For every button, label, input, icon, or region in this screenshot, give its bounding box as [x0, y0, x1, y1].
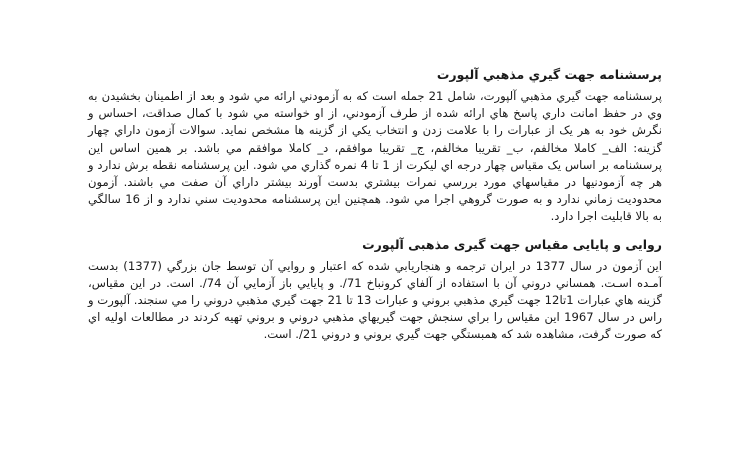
section-validity-reliability	[88, 236, 662, 344]
section-questionnaire-description	[88, 66, 662, 226]
section-heading: روایی و پایایی مقیاس جهت گیری مذهبی آلپورت	[362, 236, 662, 252]
section-paragraph: پرسشنامه جهت گيري مذهبي آلپورت، شامل 21 جمله است كه به آزمودني ارائه مي شود و بعد از اطمينان بخشيدن به وي در حفظ امانت داري پاسخ هاي ارائه شده از طرف آزمودني، از او خواسته مي شود با كمال صداقت، احساس و نگرش خود به هر يک از عبارات را با علامت زدن و انتخاب يكي از گزينه ها مشخص نمايد. سوالات آزمون داراي چهار گزينه: الف_ كاملا مخالفم، ب_ تقريبا مخالفم، ج_ تقريبا موافقم، د_ كاملا موافقم مي باشد. بر همين اساس اين پرسشنامه بر اساس يک مقياس چهار درجه اي ليكرت از 1 تا 4 نمره گذاري مي شود. اين پرسشنامه نقطه برش ندارد و هر چه آزمودنيها در مقياسهاي مورد بررسي نمرات بيشتري بدست آورند بيشتر داراي آن صفت مي باشند. آزمون محدوديت زماني ندارد و به صورت گروهي اجرا مي شود. همچنين اين پرسشنامه محدوديت سني ندارد و از 16 سالگي به بالا قابليت اجرا دارد.	[88, 89, 663, 224]
section-heading: پرسشنامه جهت گيري مذهبي آلپورت	[436, 67, 662, 82]
section-paragraph: اين آزمون در سال 1377 در ايران ترجمه و هنجاريابي شده كه اعتبار و روايي آن توسط جان بزرگي (1377) بدست آمـده اسـت. همساني دروني آن با استفاده از آلفاي كرونباخ 71/. و پايايي باز آزمايي آن 74/. است. در اين مقياس، گزينه هاي عبارات 1تا12 جهت گيري مذهبي بروني و عبارات 13 تا 21 جهت گيري مذهبي دروني را مي سنجند. آلپورت و راس در سال 1967 اين مقياس را براي سنجش جهت گيريهاي مذهبي دروني و بروني تهيه كردند در مطالعات اوليه اي كه صورت گرفت، مشاهده شد كه همبستگي جهت گيري بروني و دروني 21/. است.	[88, 258, 663, 342]
